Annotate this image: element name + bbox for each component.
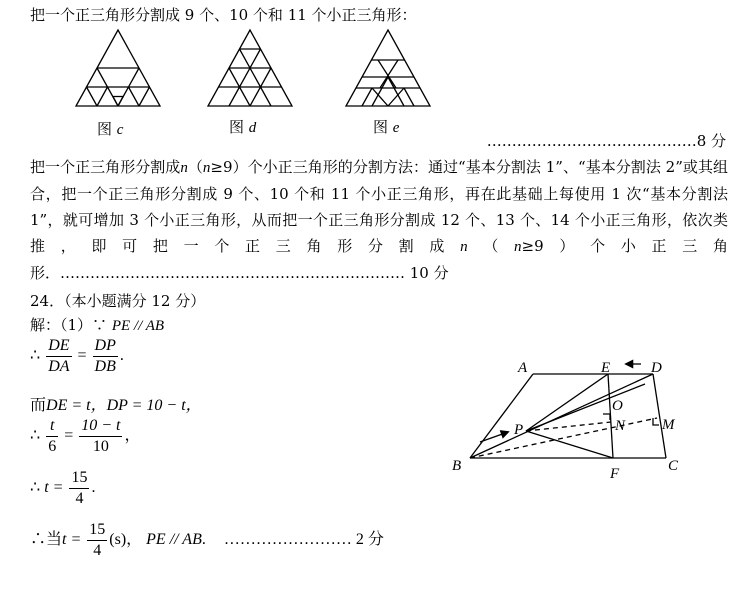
score-8: ……………………………………8 分 (486, 132, 726, 150)
label-N: N (615, 418, 626, 434)
label-B: B (452, 458, 462, 474)
figure-e-caption: 图 e (373, 118, 400, 136)
solution-line-3: 而DE = t，DP = 10 − t， (30, 397, 202, 414)
solution-line-1: 解：（1）∵ PE // AB (30, 316, 165, 334)
solution-line-4: ∴ $\frac{t}{6}$ = $\frac{10 - t}{10}$ ， (30, 417, 141, 455)
figure-e-triangle (346, 30, 430, 106)
solution-line-5: ∴ t = $\frac{15}{4}$ . (30, 469, 96, 507)
label-F: F (610, 466, 620, 482)
label-A: A (518, 360, 528, 376)
intro-line: 把一个正三角形分割成 9 个、10 个和 11 个小正三角形： (30, 6, 417, 24)
label-C: C (668, 458, 679, 474)
label-O: O (612, 398, 623, 414)
solution-line-6: ∴当t = $\frac{15}{4}$ (s)， PE // AB. …………………… 2 分 (30, 521, 384, 559)
figure-c-caption: 图 c (97, 120, 124, 138)
figure-c-triangle (76, 30, 160, 106)
problem-24-header: 24．（本小题满分 12 分） (30, 292, 206, 310)
triangle-figures (60, 28, 440, 110)
solution-line-2: ∴ $\frac{DE}{DA}$ = $\frac{DP}{DB}$ . (30, 337, 124, 375)
figure-d-caption: 图 d (229, 118, 257, 136)
method-paragraph: 把一个正三角形分割成n（n≥9）个小正三角形的分割方法：通过“基本分割法 1”、“基本分割法 2”或其组合，把一个正三角形分割成 9 个、10 个和 11 个小正三角形，再在此基础上每使用 1 次“基本分割法 1”，就可增加 3 个小正三角形，从而把一个正三角形分割成 12 个、13 个、14 个小正三角形，依次类推，即可把一个正三角形分割成n（n≥9）个小正三角形．…………………………………………………………… 10 分 (30, 158, 728, 282)
figure-d-triangle (208, 30, 292, 106)
trapezoid-diagram (448, 352, 688, 482)
label-P: P (514, 422, 524, 438)
label-E: E (601, 360, 611, 376)
label-M: M (662, 417, 675, 433)
label-D: D (651, 360, 662, 376)
